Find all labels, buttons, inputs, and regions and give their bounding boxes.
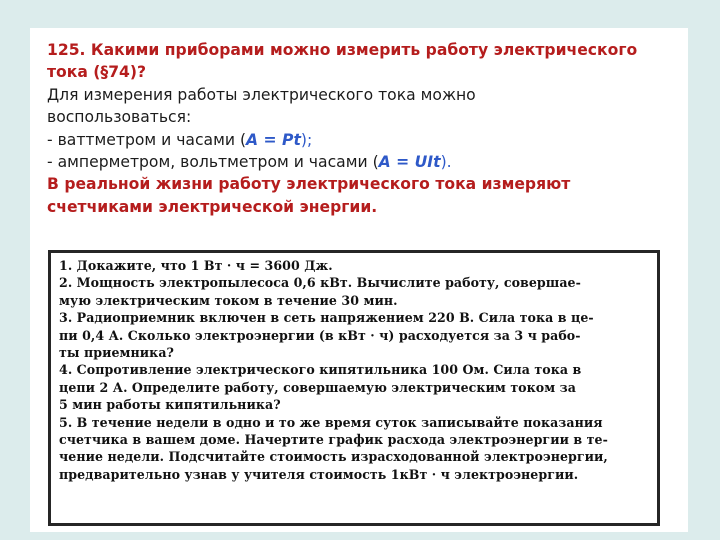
exercise-line: ты приемника?	[59, 345, 174, 361]
exercise-line: мую электрическим током в течение 30 мин.	[59, 292, 398, 308]
conclusion-line-1: В реальной жизни работу электрического тока измеряют	[47, 175, 571, 194]
question-line-1: 125. Какими приборами можно измерить работу электрического	[47, 41, 638, 59]
conclusion-line-2: счетчиками электрической энергии.	[47, 197, 378, 216]
exercise-line: 5 мин работы кипятильника?	[59, 397, 281, 413]
answer-line-2: воспользоваться:	[47, 108, 192, 127]
item1-prefix: - ваттметром и часами (	[47, 130, 247, 149]
exercise-scan	[48, 250, 660, 526]
answer-item-1	[47, 129, 683, 151]
exercise-line: 5. В течение недели в одно и то же время суток записывайте показания	[59, 414, 603, 430]
exercise-line: счетчика в вашем доме. Начертите график расхода электроэнергии в те-	[59, 432, 608, 448]
item2-suffix: ).	[440, 153, 452, 172]
item2-prefix: - амперметром, вольтметром и часами (	[47, 153, 379, 172]
exercise-line: чение недели. Подсчитайте стоимость израсходованной электроэнергии,	[59, 449, 608, 465]
exercise-text	[59, 257, 649, 483]
exercise-line: 2. Мощность электропылесоса 0,6 кВт. Вычислите работу, совершае-	[59, 275, 581, 291]
item1-suffix: );	[300, 130, 313, 149]
exercise-line: предварительно узнав у учителя стоимость 1кВт · ч электроэнергии.	[59, 466, 579, 482]
answer-item-2	[47, 151, 683, 173]
item1-formula: А = Pt	[246, 130, 301, 149]
question-line-2: тока (§74)?	[47, 63, 147, 82]
exercise-line: цепи 2 А. Определите работу, совершаемую электрическим током за	[59, 379, 576, 395]
exercise-line: 1. Докажите, что 1 Вт · ч = 3600 Дж.	[59, 258, 333, 273]
slide	[30, 28, 688, 532]
answer-line-1: Для измерения работы электрического тока можно	[47, 85, 476, 104]
exercise-line: пи 0,4 А. Сколько электроэнергии (в кВт · ч) расходуется за 3 ч рабо-	[59, 327, 581, 343]
exercise-line: 4. Сопротивление электрического кипятильника 100 Ом. Сила тока в	[59, 362, 582, 378]
exercise-line: 3. Радиоприемник включен в сеть напряжением 220 В. Сила тока в це-	[59, 310, 594, 326]
slide-text	[47, 39, 683, 218]
item2-formula: А = UIt	[378, 153, 441, 172]
